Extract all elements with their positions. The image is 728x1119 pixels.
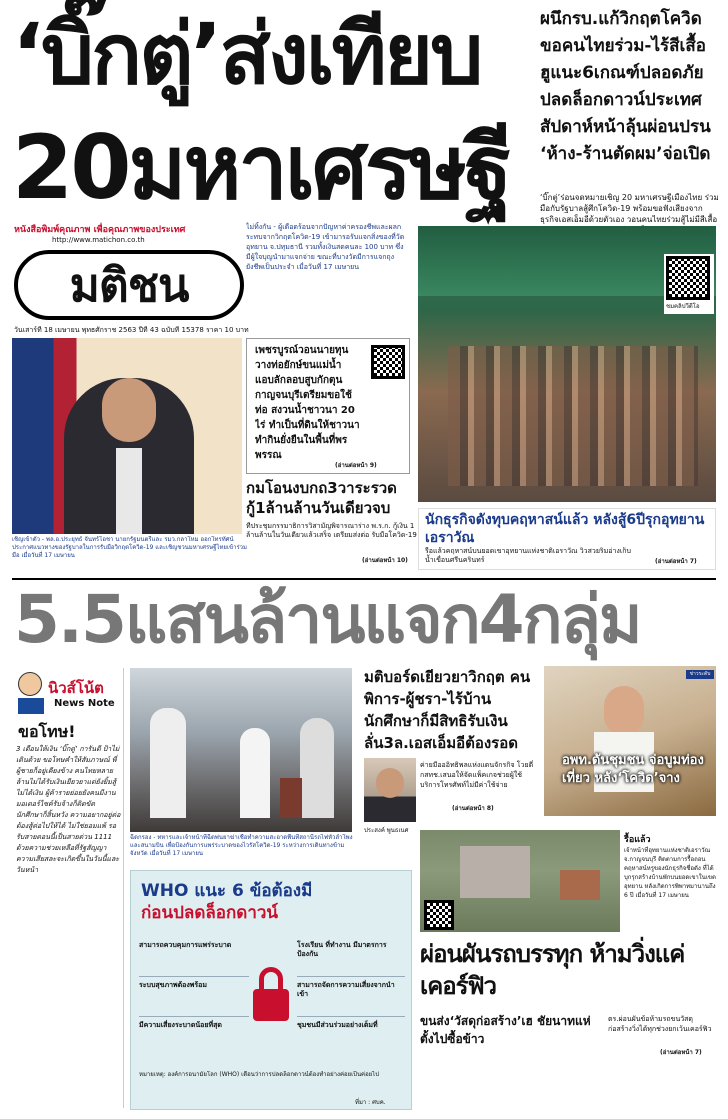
site-url: http://www.matichon.co.th (52, 236, 145, 244)
water-story-continue: (อ่านต่อหน้า 9) (335, 462, 377, 469)
top-right-headline: ผนึกรบ.แก้วิกฤตโควิด ขอคนไทยร่วม-ไร้สีเสื้อ ฮูแนะ6เกณฑ์ปลอดภัย ปลดล็อกดาวน์ประเทศ สัปดาห์หน้าลุ้นผ่อนปรน ‘ห้าง-ร้านตัดผม’จ่อเปิด (540, 9, 711, 164)
loan-headline: กมโอนงบกถ3วาระรวด กู้1ล้านล้านวันเดียวจบ (246, 479, 397, 517)
who-title-line1: WHO แนะ 6 ข้อต้องมี (141, 881, 313, 901)
qr-label: ชมคลิปวีดีโอ (666, 303, 700, 310)
water-story-box (246, 338, 410, 474)
qr-code-icon[interactable] (666, 256, 710, 300)
prime-minister-photo (12, 338, 242, 534)
business-body: รื้อแล้วคฤหาสน์บนยอดเขาอุทยานแห่งชาติเอราวัณ วิวสวยริมอ่างเก็บน้ำเขื่อนศรีนครินทร์ (425, 547, 631, 564)
business-box (418, 508, 716, 570)
who-note: หมายเหตุ: องค์การอนามัยโลก (WHO) เตือนว่าการปลดล็อกดาวน์ต้องทำอย่างค่อยเป็นค่อยไป (139, 1071, 380, 1078)
news-note-column (12, 668, 124, 1108)
truck-body: ตร.ผ่อนผันข้อห้ามรถขนวัสดุก่อสร้างวิ่งได้ทุกช่วงยกเว้นเคอร์ฟิว (608, 1015, 712, 1033)
who-item-3: มีความเสี่ยงระบาดน้อยที่สุด (139, 1021, 222, 1029)
top-right-body: ‘บิ๊กตู่’ร่อนจดหมายเชิญ 20 มหาเศรษฐีเมืองไทย ร่วมมือกับรัฐบาลสู้ศึกโควิด-19 พร้อมขอฟังเสียงจากธุรกิจเอสเอ็มอีด้วยตัวเอง วอนคนไทยร่วมสู้ไม่มีสีเสื้อ (540, 193, 719, 224)
business-headline: นักธุรกิจดังทุบคฤหาสน์แล้ว หลังสู้6ปีรุกอุทยานเอราวัณ (425, 512, 705, 546)
qr-code-icon[interactable] (371, 345, 405, 379)
news-note-title: นิวส์โน้ต (48, 679, 104, 697)
logo: มติชน (69, 258, 189, 312)
qr-code-icon[interactable] (424, 900, 454, 930)
loan-continue: (อ่านต่อหน้า 10) (362, 557, 408, 564)
news-note-title-en: News Note (54, 698, 115, 709)
relief-board-headline: มติบอร์ดเยียวยาวิกฤต คนพิการ-ผู้ชรา-ไร้บ้าน นักศึกษาก็มีสิทธิรับเงิน ลั่น3ล.เอสเอ็มอีต้องรอด (364, 668, 531, 752)
disinfection-caption: ฉีดกรอง - ทหารและเจ้าหน้าที่ฉีดพ่นยาฆ่าเชื้อทำความสะอาดพื้นที่สถานีรถไฟหัวลำโพงและสนามบิน เพื่อป้องกันการแพร่ระบาดของไวรัสโควิด-19 ระหว่างการเดินทางข้ามจังหวัด เมื่อวันที่ 17 เมษายน (130, 834, 353, 857)
who-item-4: โรงเรียน ที่ทำงาน มีมาตรการป้องกัน (297, 937, 405, 977)
padlock-icon (251, 967, 291, 1027)
official-portrait-caption: ประสงค์ พูนธเนศ (364, 827, 409, 834)
main-headline-line2: 20มหาเศรษฐี (12, 116, 510, 219)
who-item-5: สามารถจัดการความเสี่ยงจากนำเข้า (297, 977, 405, 1017)
news-note-body: 3 เดือนให้เงิน ‘บิ๊กตู่’ การันตี ป้าไม่เดินด้วย ขอโทษคำให้สัมภาษณ์ พี่ผู้ชายก็อยู่เคียงข้าง คนไทยหลายล้านไม่ได้รับเงินเยียวยาแต่ยังยิ้มสู้ ไม่ได้เงิน ผู้ค้ารายย่อยยังคนมีงาน มอเตอร์ไซค์รับจ้างก็ติดขัด นักศึกษาก็สิ้นหวัง ความอยากอยู่ต่อต้องสู้ต่อไปให้ได้ ไม่ใช่ยอมแพ้ รอรับสายตอนนี้เป็นสายด่วน 1111 ด้วยความช่วยเหลือที่รัฐสัญญา ความเสียสละจะเกิดขึ้นในวันนี้และวันหน้า (16, 745, 121, 874)
who-items-left (139, 937, 249, 1057)
truck-subheadline: ขนส่ง‘วัสดุก่อสร้าง’เฮ ชัยนาทแห่ตั้งไปซื้อข้าว (420, 1014, 591, 1046)
demolish-heading: รื้อแล้ว (624, 835, 651, 845)
box-left-text: ไม่ทิ้งกัน - ผู้เดือดร้อนจากปัญหาค่าครองชีพและผลกระทบจากวิกฤตโควิด-19 เข้ามารอรับแจกสิ่งของที่วัดอุทยาน จ.ปทุมธานี รวมทั้งเงินสดคนละ 100 บาท ซึ่งมีผู้ใจบุญนำมาแจกจ่าย ขณะที่บางวัดมีการแจกถุงยังชีพเป็นประจำ เมื่อวันที่ 17 เมษายน (246, 223, 405, 271)
cartoon-icon (18, 672, 46, 716)
loan-body: ที่ประชุมกรรมาธิการวิสามัญพิจารณาร่าง พ.ร.ก. กู้เงิน 1 ล้านล้านในวันเดียวแล้วเสร็จ เตรียมส่งต่อ รับมือโควิด-19 (246, 522, 417, 539)
community-tourism-photo (544, 666, 716, 816)
dateline: วันเสาร์ที่ 18 เมษายน พุทธศักราช 2563 ปีที่ 43 ฉบับที่ 15378 ราคา 10 บาท (14, 326, 249, 334)
truck-headline: ผ่อนผันรถบรรทุก ห้ามวิ่งแค่เคอร์ฟิว (420, 940, 685, 1000)
who-source: ที่มา : ศบค. (355, 1099, 386, 1106)
slogan: หนังสือพิมพ์คุณภาพ เพื่อคุณภาพของประเทศ (14, 225, 186, 235)
relief-board-body: ค่ายมีอออิทธิพลแห่งแดนจักรกิจ โวยตี่ กสทช.เสนอให้จัดแพ็คเกจช่วยผู้ใช้บริการโทรศัพท์ไม่มีค่าใช้จ่าย (420, 761, 534, 789)
official-portrait-photo (364, 758, 416, 822)
truck-continue: (อ่านต่อหน้า 7) (660, 1049, 702, 1056)
who-item-6: ชุมชนมีส่วนร่วมอย่างเต็มที่ (297, 1021, 378, 1029)
who-items-right (297, 937, 405, 1057)
logo-box (14, 250, 244, 320)
banner-headline: 5.5แสนล้านแจก4กลุ่ม (14, 581, 641, 658)
main-headline-line1: ‘บิ๊กตู่’ส่งเทียบ (12, 5, 481, 103)
who-item-1: สามารถควบคุมการแพร่ระบาด (139, 937, 249, 977)
business-continue: (อ่านต่อหน้า 7) (655, 558, 697, 565)
qr-top-right[interactable] (664, 254, 714, 314)
who-infographic (130, 870, 412, 1110)
news-note-heading: ขอโทษ! (18, 722, 76, 741)
who-title-line2: ก่อนปลดล็อกดาวน์ (141, 903, 279, 923)
relief-board-continue: (อ่านต่อหน้า 8) (452, 805, 494, 812)
water-story-text: เพชรบูรณ์วอนนายทุนวางท่อยักษ์ขนแม่น้ำ แอบลักลอบสูบกักตุน กาญจนบุรีเตรียมขอใช้ท่อ สงวนน้ำชาวนา 20 ไร่ ทำเป็นที่ดินให้ชาวนาทำกินยั่งยืนในพื้นที่พรพรรณ (255, 345, 360, 461)
community-tag: ข่าวระดับ (686, 670, 714, 679)
who-item-2: ระบบสุขภาพต้องพร้อม (139, 977, 249, 1017)
demolish-body: เจ้าหน้าที่อุทยานแห่งชาติเอราวัณ จ.กาญจนบุรี ติดตามการรื้อถอนคฤหาสน์หรูของนักธุรกิจชื่อดัง ที่ได้บุกรุกสร้างบ้านพักบนยอดเขาในเขตอุทยาน หลังเกิดการพิพาทมานานถึง 6 ปี เมื่อวันที่ 17 เมษายน (624, 847, 716, 899)
community-headline: อพท.ดันชุมชน จ่อบูมท่องเที่ยว หลัง‘โควิด’จาง (562, 753, 704, 786)
pm-photo-caption: เชิญเข้าตัว - พล.อ.ประยุทธ์ จันทร์โอชา นายกรัฐมนตรีและ รมว.กลาโหม ออกโทรทัศน์ประกาศแนวทางของรัฐบาลในการรับมือวิกฤตโควิด-19 และเชิญชวนมหาเศรษฐีไทยเข้าร่วมมือ เมื่อวันที่ 17 เมษายน (12, 536, 247, 559)
disinfection-photo (130, 668, 352, 832)
